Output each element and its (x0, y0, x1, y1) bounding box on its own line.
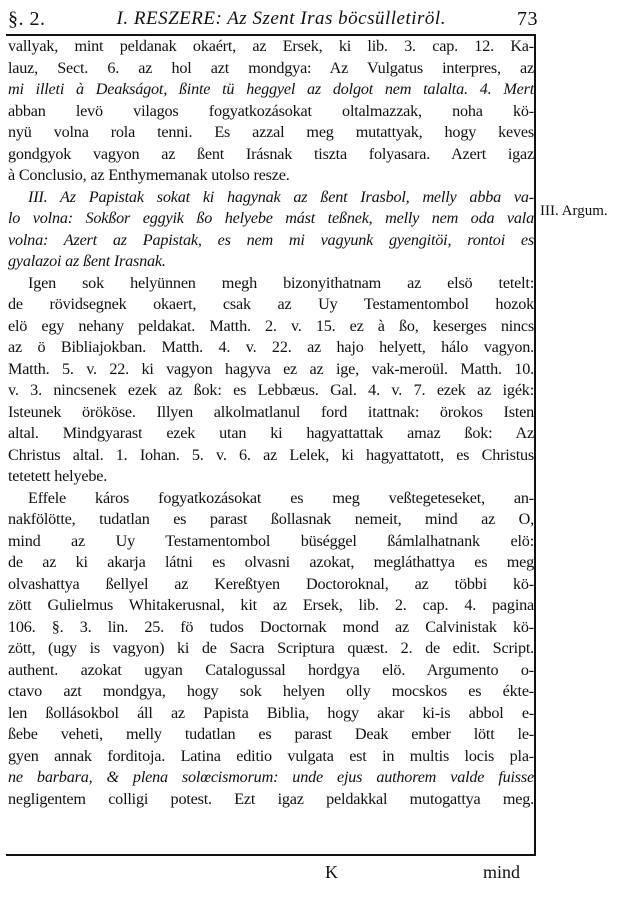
text-line: nyü volna rola tenni. Es azzal meg mutattyak, hogy keves (8, 123, 534, 141)
text-line: 106. §. 3. lin. 25. fö tudos Doctornak mond az Calvinistak kö- (8, 617, 534, 636)
text-line: az ö Bibliajokban. Matth. 4. v. 22. az hajo helyett, hálo vagyon. (8, 338, 534, 356)
text-line: de rövidsegnek okaert, csak az Uy Testamentombol hozok (8, 295, 534, 313)
text-line: olvashattya ßellyel az Kereßtyen Doctoroknal, az többi kö- (8, 574, 534, 593)
text-line: lo volna: Sokßor eggyik ßo helyebe mást teßnek, melly nem oda vala (8, 209, 534, 227)
text-line: ne barbara, & plena solœcismorum: unde ejus authorem valde fuisse (8, 768, 534, 786)
text-line: len ßollásokbol áll az Papista Biblia, hogy akar ki-is abbol e- (8, 703, 534, 722)
text-line: gyen annak forditoja. Latina editio vulgata est in multis locis pla- (8, 746, 534, 765)
text-line: vallyak, mint peldanak okaért, az Ersek, ki lib. 3. cap. 12. Ka- (8, 37, 534, 55)
text-line: mind az Uy Testamentombol büséggel ßámlalhatnank elö: (8, 531, 534, 550)
text-line: zött, (ugy is vagyon) ki de Sacra Scriptura quæst. 2. de edit. Script. (8, 639, 534, 657)
text-line: tetetett helyebe. (8, 467, 108, 485)
text-line: gondgyok vagyon az ßent Irásnak tiszta folyasara. Azert igaz (8, 144, 534, 163)
body-text (8, 36, 534, 810)
text-line: Matth. 5. v. 22. ki vagyon hagyva ez az ige, vak-meroül. Matth. 10. (8, 359, 534, 378)
text-line: gyalazoi az ßent Irasnak. (8, 252, 166, 270)
text-line: lauz, Sect. 6. az hol azt mondgya: Az Vulgatus interpres, az (8, 58, 534, 77)
text-line: Effele káros fogyatkozásokat es meg veßtegeteseket, an- (28, 488, 534, 507)
catchword: mind (483, 862, 521, 882)
text-line: authent. azokat ugyan Catalogussal hordgya elö. Argumento o- (8, 660, 534, 679)
signature-mark: K (325, 862, 338, 882)
text-line: Igen sok helyünnen megh bizonyithatnam az elsö tetelt: (28, 273, 534, 292)
text-line: nakfölötte, tudatlan es parast ßollasnak nemeit, mind az O, (8, 510, 534, 528)
text-line: ßebe veheti, melly tudatlan es parast Deak ember lött le- (8, 725, 534, 743)
text-line: v. 3. nincsenek ezek az ßok: es Lebbæus. Gal. 4. v. 7. ezek az igék: (8, 381, 534, 399)
text-line: Isteunek örököse. Illyen alkolmatlanul ford itattnak: örokos Isten (8, 402, 534, 421)
text-line: III. Az Papistak sokat ki hagynak az ßent Irasbol, melly abba va- (28, 187, 534, 206)
text-line: abban levö vilagos fogyatkozásokat oltalmazzak, noha kö- (8, 101, 534, 120)
text-line: mi illeti à Deakságot, ßinte tü heggyel az dolgot nem talalta. 4. Mert (8, 80, 534, 98)
text-line: Christus altal. 1. Iohan. 5. v. 6. az Lelek, ki hagyattatott, es Christus (8, 445, 534, 464)
text-line: elö egy nehany peldakat. Matth. 2. v. 15. ez à ßo, keserges nincs (8, 316, 534, 335)
text-line: à Conclusio, az Enthymemanak utolso resze. (8, 166, 290, 184)
margin-note: III. Argum. (540, 203, 608, 219)
section-mark: §. 2. (8, 7, 46, 30)
running-header (8, 4, 538, 34)
text-line: negligentem colligi potest. Ezt igaz peldakkal mutogattya meg. (8, 789, 534, 808)
text-line: zött Gulielmus Whitakerusnal, kit az Ersek, lib. 2. cap. 4. pagina (8, 596, 534, 614)
text-line: altal. Mindgyarast ezek utan ki hagyattattak amaz ßok: Az (8, 424, 534, 442)
running-title: I. RESZERE: Az Szent Iras böcsülletiröl. (116, 8, 446, 29)
text-line: volna: Azert az Papistak, es nem mi vagyunk gyengitöi, rontoi es (8, 230, 534, 249)
page-number: 73 (517, 7, 538, 30)
text-line: ctavo azt mondgya, hogy sok helyen olly mocskos es ékte- (8, 682, 534, 700)
text-line: de az ki akarja látni es olvasni azokat, megláthattya es meg (8, 553, 534, 571)
